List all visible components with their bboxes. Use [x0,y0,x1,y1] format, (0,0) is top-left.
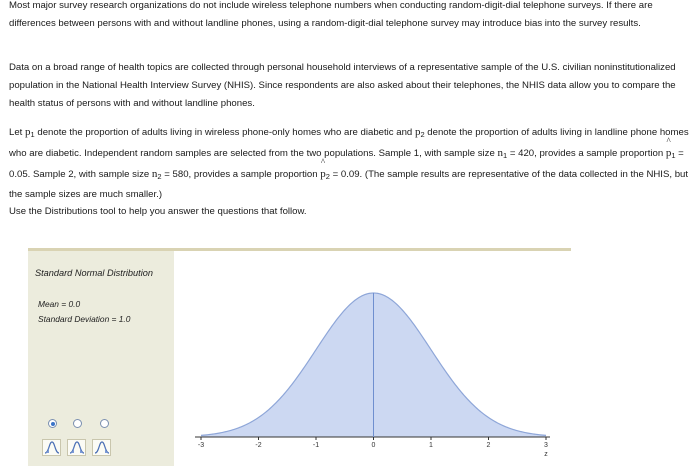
distribution-title: Standard Normal Distribution [35,268,153,278]
x-tick-label: 2 [486,442,491,449]
normal-distribution-chart[interactable] [174,251,571,466]
x-tick-label: -1 [312,442,320,449]
problem-paragraph: Let $p_1$ denote the proportion of adults living in wireless phone-only homes who are diabetic and $p_2$ denote the proportion of adults living in landline phone homes who are diabetic. Independent random samples are selected from the two populations. Sample 1, with sample size $n_1 = 420$, provides a sample proportion ^ $p_1 = 0.05$. Sample 2, with sample size $n_2 = 580$, provides a sample proportion ^ $p_2 = 0.09$. (The sample results are representative of the data collected in the NHIS, but the sample sizes are much smaller.) [9,123,695,204]
x-tick-label: 3 [544,442,548,449]
tail-mode-radio-two[interactable] [73,419,82,428]
x-axis-ticks [198,437,548,449]
x-tick-label: -2 [255,442,262,449]
intro-paragraph-2: Data on a broad range of health topics are collected through personal household interviews of a representative sample of the U.S. civilian noninstitutionalized population in the National Health Interview Survey (NHIS). Since respondents are also asked about their telephones, the NHIS data allow you to compare the health status of persons with and without landline phones. [9,62,676,109]
intro-paragraph-1: Most major survey research organizations do not include wireless telephone numbers when conducting random-digit-dial telephone surveys. If there are differences between persons with and without landline phones, using a random-digit-dial telephone survey may introduce bias into the survey results. [9,0,653,29]
two-tail-button[interactable] [67,439,86,456]
left-tail-button[interactable] [42,439,61,456]
x-tick-label: 0 [371,442,376,449]
tail-mode-radio-right[interactable] [100,419,109,428]
x-tick-label: 1 [429,442,433,449]
tail-mode-radio-left[interactable] [48,419,57,428]
two-tail-icon [68,440,85,455]
right-tail-icon [93,440,110,455]
tool-sidebar [28,251,174,466]
left-tail-icon [43,440,60,455]
mean-label: Mean = 0.0 [38,299,81,309]
right-tail-button[interactable] [92,439,111,456]
instruction-text: Use the Distributions tool to help you answer the questions that follow. [9,206,307,217]
x-axis-variable: z [544,451,548,458]
x-tick-label: -3 [197,442,205,449]
distributions-tool [28,248,571,466]
sd-label: Standard Deviation = 1.0 [38,314,131,324]
